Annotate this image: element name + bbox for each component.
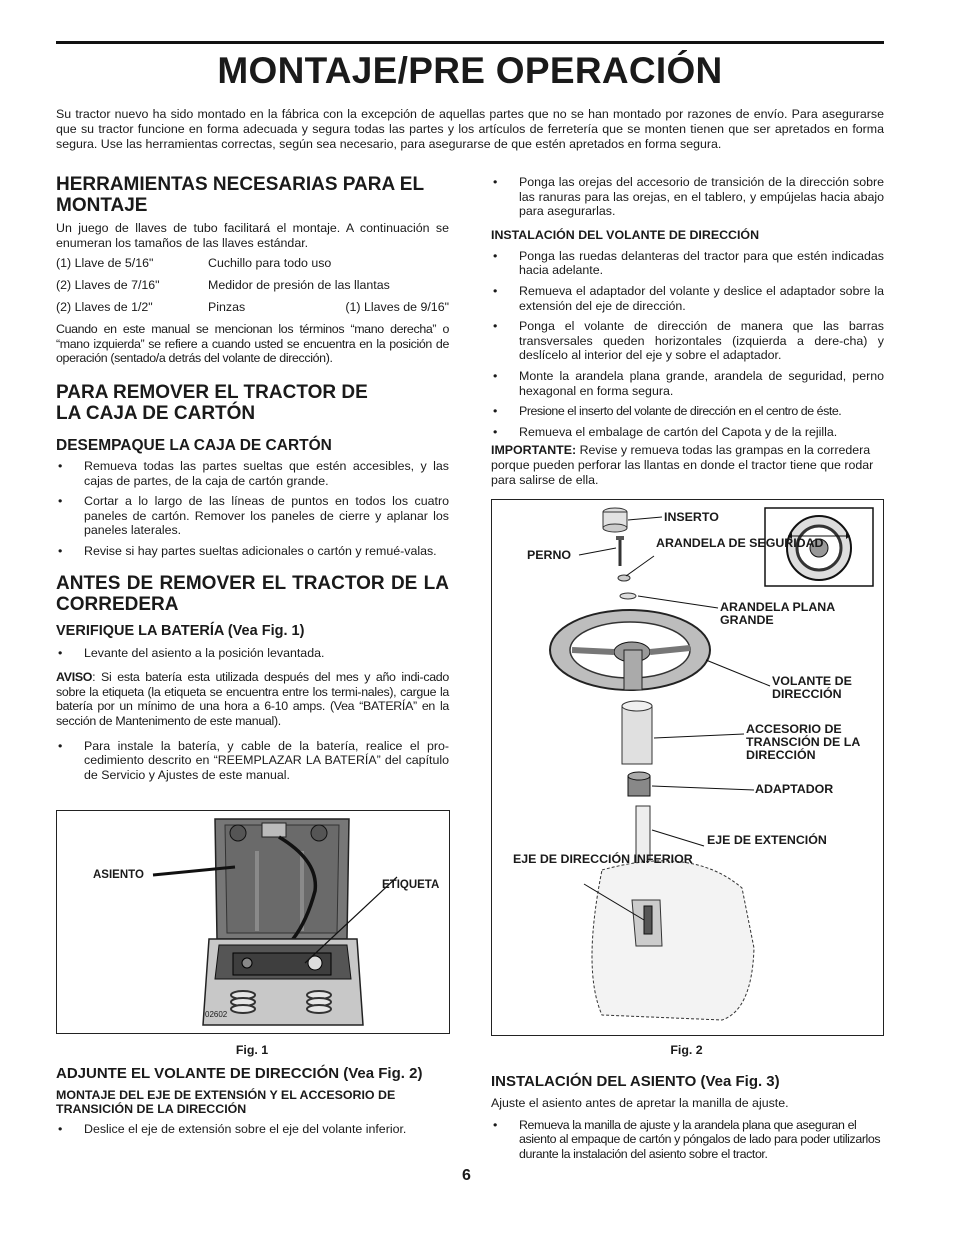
steering-illustration — [492, 500, 883, 1035]
seat-heading: INSTALACIÓN DEL ASIENTO (Vea Fig. 3) — [491, 1073, 780, 1090]
wheel-list — [491, 249, 884, 440]
list-item: • Remueva el adaptador del volante y deslice el adaptador sobre la extensión del eje de dirección. — [491, 284, 884, 313]
hands-note: Cuando en este manual se mencionan los términos “mano derecha” o “mano izquierda” se refiere a cuando usted se encuentra en la posición de operación (sentado/a detrás del volante de dirección). — [56, 322, 449, 366]
label-adaptador: ADAPTADOR — [755, 782, 834, 796]
figure-1 — [56, 810, 450, 1034]
label-arandela-seguridad: ARANDELA DE SEGURIDAD — [656, 536, 824, 550]
unpack-heading: DESEMPAQUE LA CAJA DE CARTÓN — [56, 436, 332, 454]
aviso-label: AVISO — [56, 670, 93, 685]
tool-cell: (2) Llaves de 1/2" — [56, 300, 153, 315]
label-etiqueta: ETIQUETA — [382, 879, 440, 891]
tool-cell: (1) Llave de 5/16" — [56, 256, 154, 271]
list-item: • Presione el inserto del volante de dirección en el centro de éste. — [491, 404, 884, 419]
list-item: • Cortar a lo largo de las líneas de puntos en todos los cuatro paneles de cartón. Remover los paneles de cierre y aplanar los paneles laterales. — [56, 494, 449, 538]
list-item: • Revise si hay partes sueltas adicionales o cartón y remué-valas. — [56, 544, 449, 559]
list-item: • Remueva la manilla de ajuste y la arandela plana que aseguran el asiento al empaque de cartón y póngalos de lado para poder utilizarlos durante la instalación del asiento sobre el tractor. — [491, 1118, 884, 1162]
aviso-text: : Si esta batería esta utilizada después del mes y año indi-cado sobre la etiqueta (la etiqueta se encuentra entre los termi-nales), cargue la batería por un mínimo de una hora a 6-10 amps. (Vea “BATERÍA” en la sección de Mantenimento de este manual). — [56, 670, 449, 728]
ears-list — [491, 175, 884, 219]
page-number: 6 — [462, 1167, 471, 1184]
steering-heading: ADJUNTE EL VOLANTE DE DIRECCIÓN (Vea Fig. 2) — [56, 1065, 423, 1082]
list-item: • Ponga las orejas del accesorio de transición de la dirección sobre las ranuras para las orejas, en el tablero, y empújelas hacia abajo para asegurarlas. — [491, 175, 884, 219]
figure-code: 02602 — [205, 1010, 228, 1019]
tools-row — [56, 300, 449, 322]
list-item: • Remueva el embalage de cartón del Capota y de la rejilla. — [491, 425, 884, 440]
battery-heading: VERIFIQUE LA BATERÍA (Vea Fig. 1) — [56, 622, 305, 639]
list-item: • Deslice el eje de extensión sobre el eje del volante inferior. — [56, 1122, 449, 1137]
top-rule — [56, 41, 884, 44]
page-title: MONTAJE/PRE OPERACIÓN — [217, 50, 723, 91]
label-asiento: ASIENTO — [93, 869, 144, 881]
label-eje-inferior: EJE DE DIRECCIÓN INFERIOR — [513, 852, 693, 866]
importante-label: IMPORTANTE: — [491, 443, 577, 458]
tool-cell: (2) Llaves de 7/16" — [56, 278, 160, 293]
list-item: • Ponga el volante de dirección de manera que las barras transversales queden horizontales (izquierda a dere-cha) y deslícelo al interior del eje y sobre el adaptador. — [491, 319, 884, 363]
tools-row — [56, 256, 449, 278]
label-perno: PERNO — [527, 548, 572, 562]
wheel-heading: INSTALACIÓN DEL VOLANTE DE DIRECCIÓN — [491, 227, 760, 242]
tools-heading: HERRAMIENTAS NECESARIAS PARA EL MONTAJE — [56, 174, 424, 216]
label-arandela-plana: ARANDELA PLANA GRANDE — [720, 600, 835, 627]
fig1-caption: Fig. 1 — [235, 1043, 269, 1057]
tool-cell: Cuchillo para todo uso — [208, 256, 332, 271]
shaft-list — [56, 1122, 449, 1137]
fig2-caption: Fig. 2 — [670, 1043, 703, 1057]
list-item: • Levante del asiento a la posición levantada. — [56, 646, 449, 661]
figure-2 — [491, 499, 884, 1036]
tool-cell: Medidor de presión de las llantas — [208, 278, 390, 293]
left-column-bottom — [56, 1065, 449, 1137]
battery-list-2 — [56, 739, 449, 783]
label-eje-extension: EJE DE EXTENCIÓN — [707, 833, 827, 847]
tools-intro: Un juego de llaves de tubo facilitará el montaje. A continuación se enumeran los tamaños de las llaves estándar. — [56, 221, 449, 250]
battery-illustration — [57, 811, 449, 1033]
label-inserto: INSERTO — [664, 510, 719, 524]
seat-intro: Ajuste el asiento antes de apretar la manilla de ajuste. — [491, 1096, 789, 1110]
importante-paragraph — [491, 443, 884, 487]
unpack-list — [56, 459, 449, 559]
tools-table — [56, 256, 449, 322]
left-column — [56, 172, 449, 782]
seat-list — [491, 1118, 884, 1162]
before-heading: ANTES DE REMOVER EL TRACTOR DE LA CORREDERA — [56, 572, 449, 615]
importante-text: Revise y remueva todas las grampas en la corredera porque pueden perforar las llantas en donde el tractor tiene que rodar para salirse de ella. — [491, 443, 874, 487]
list-item: • Ponga las ruedas delanteras del tractor para que estén indicadas hacia adelante. — [491, 249, 884, 278]
intro-paragraph: Su tractor nuevo ha sido montado en la fábrica con la excepción de aquellas partes que no se han montado por razones de envío. Para asegurarse que su tractor funcione en forma adecuada y segura todas las partes y los artículos de ferretería que se monten tienen que ser apretados en forma segura. Use las herramientas correctas, según sea necesario, para asegurarse de que estén apretados en forma segura. — [56, 107, 884, 151]
aviso-paragraph — [56, 670, 449, 728]
right-column-bottom — [491, 1073, 884, 1161]
tool-cell: Pinzas — [208, 300, 246, 315]
battery-list — [56, 646, 449, 661]
label-volante: VOLANTE DE DIRECCIÓN — [772, 674, 852, 701]
label-accesorio: ACCESORIO DE TRANSCIÓN DE LA DIRECCIÓN — [746, 722, 860, 762]
list-item: • Monte la arandela plana grande, arandela de seguridad, perno hexagonal en forma segura. — [491, 369, 884, 398]
list-item: • Para instale la batería, y cable de la batería, realice el pro-cedimiento descrito en “REEMPLAZAR LA BATERÍA” del capítulo de Servicio y Ajustes de este manual. — [56, 739, 449, 783]
remove-heading: PARA REMOVER EL TRACTOR DE LA CAJA DE CARTÓN — [56, 381, 368, 424]
list-item: • Remueva todas las partes sueltas que estén accesibles, y las cajas de partes, de la caja de cartón grande. — [56, 459, 449, 488]
tool-cell: (1) Llaves de 9/16" — [345, 300, 449, 315]
right-column — [491, 175, 884, 487]
tools-row — [56, 278, 449, 300]
shaft-heading: MONTAJE DEL EJE DE EXTENSIÓN Y EL ACCESORIO DE TRANSICIÓN DE LA DIRECCIÓN — [56, 1088, 396, 1116]
